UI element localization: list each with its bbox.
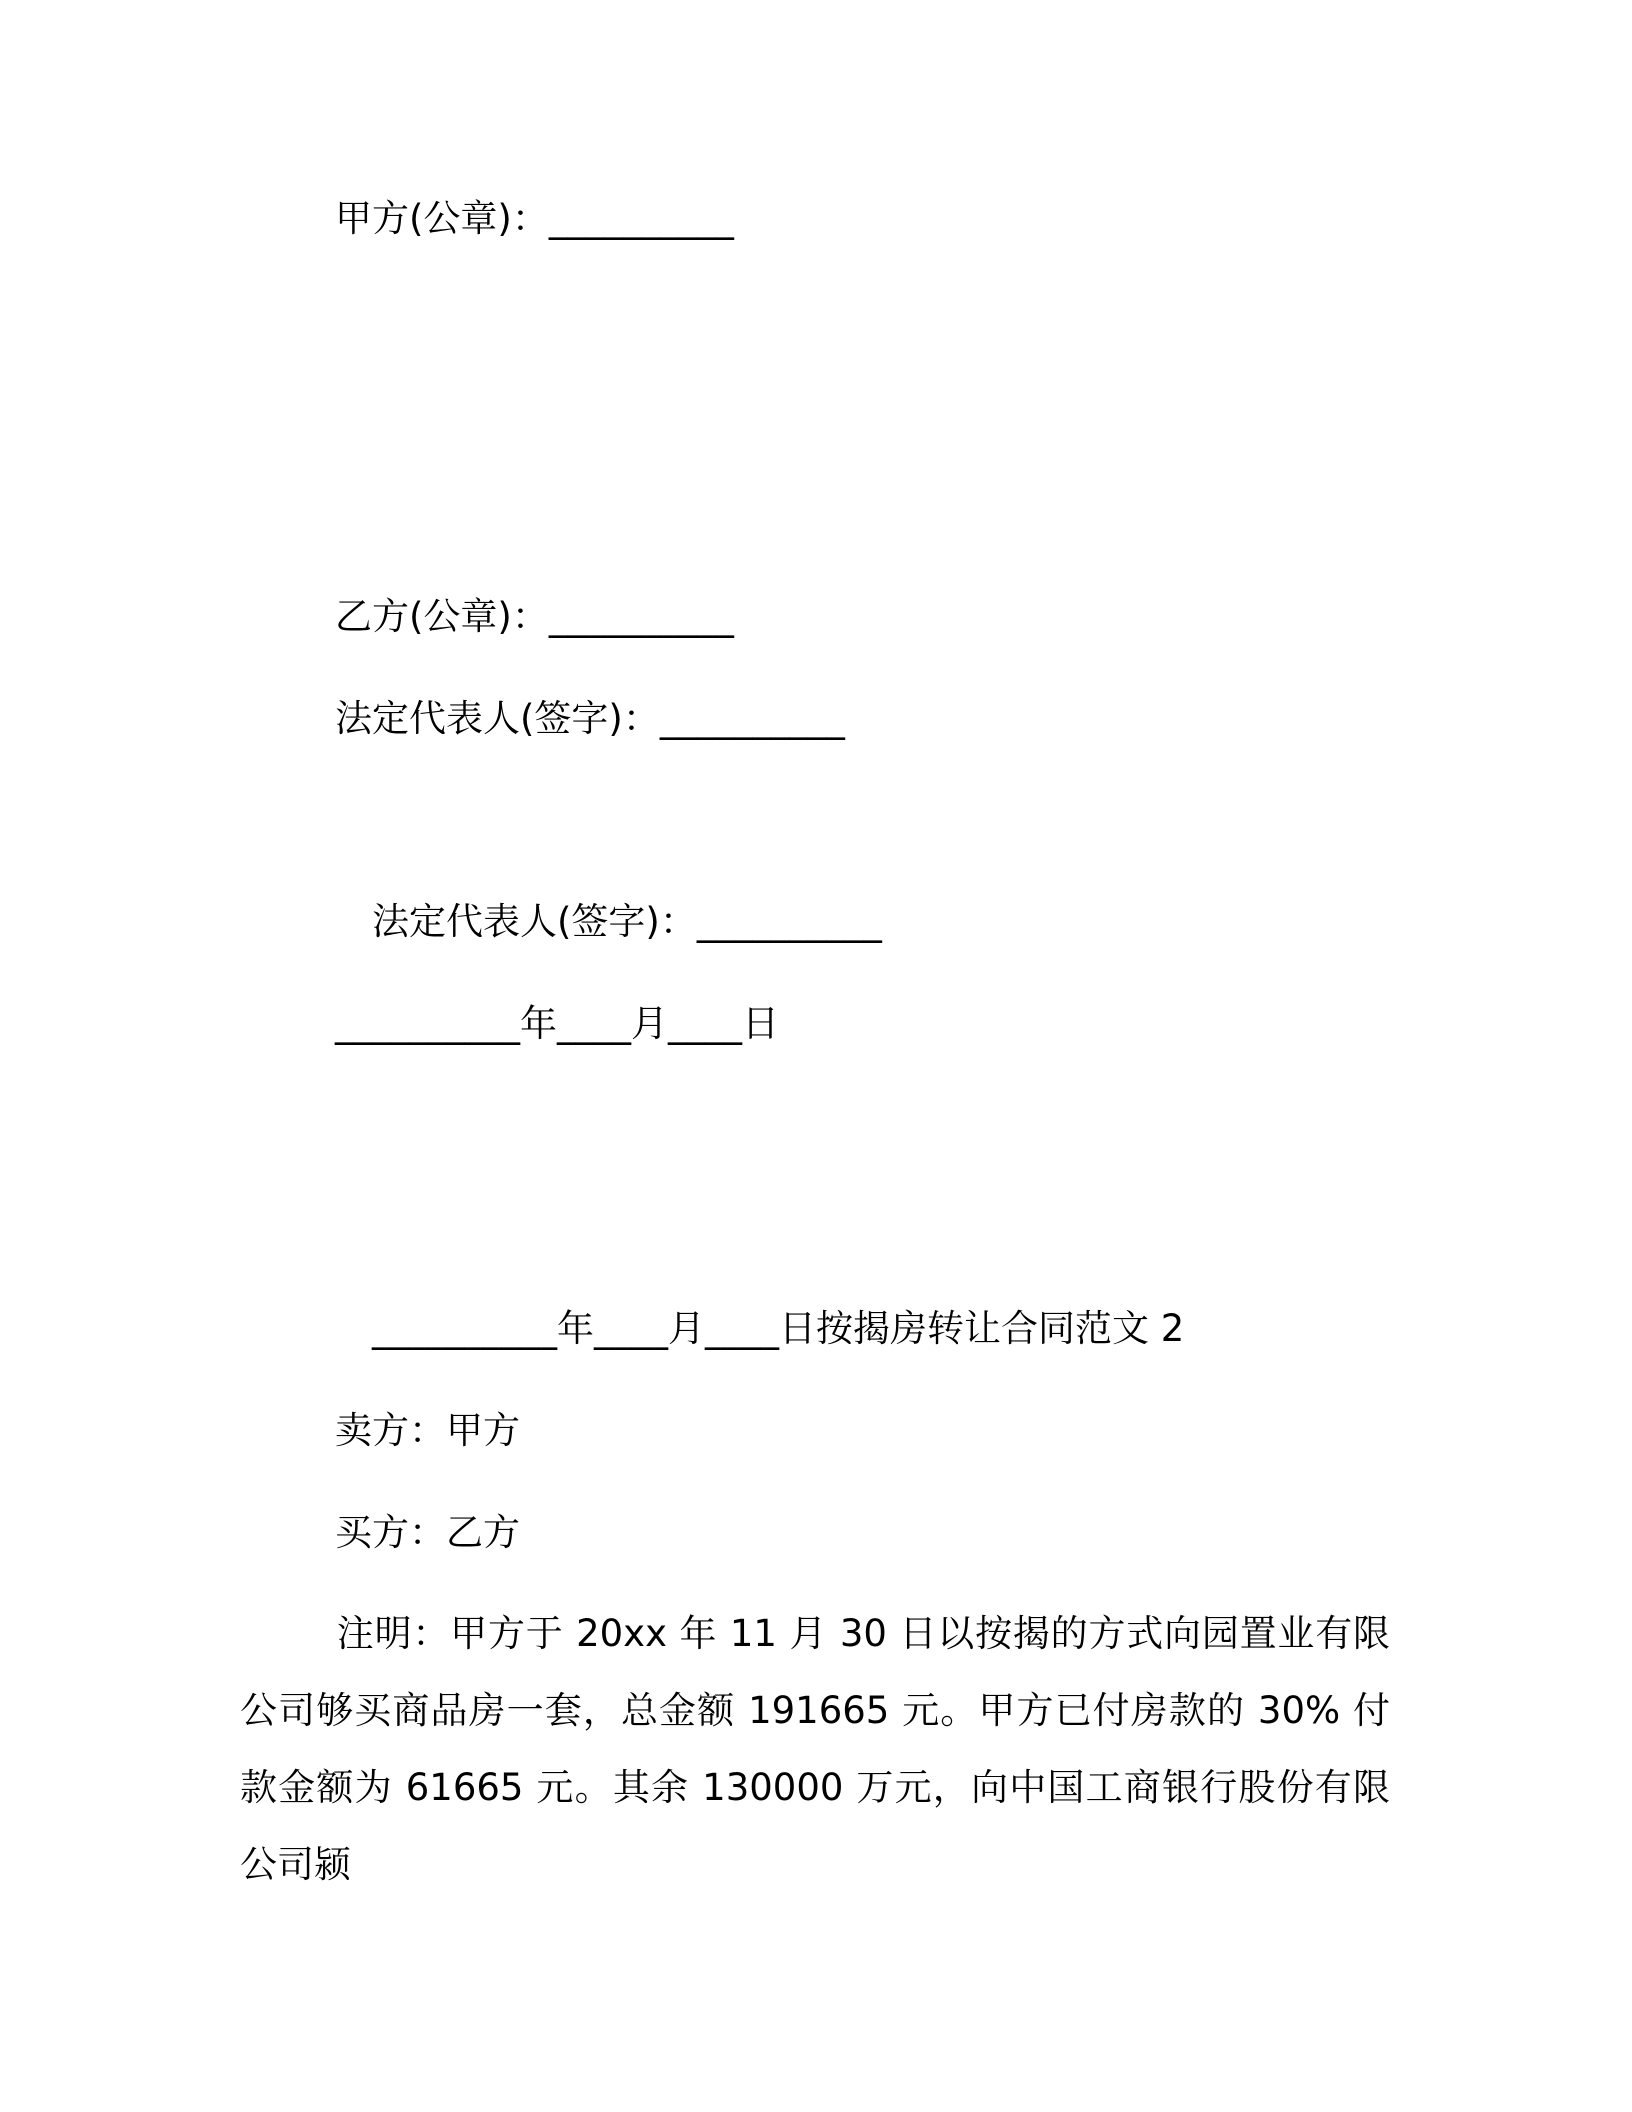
buyer-line: 买方：乙方 bbox=[335, 1511, 520, 1554]
note-paragraph bbox=[240, 1595, 1390, 1903]
date-line: __________年____月____日 bbox=[335, 1002, 779, 1045]
seller-line: 卖方：甲方 bbox=[335, 1409, 520, 1452]
party-b-seal-line: 乙方(公章)：__________ bbox=[335, 595, 734, 638]
note-text: 注明：甲方于 20xx 年 11 月 30 日以按揭的方式向园置业有限公司够买商品房一套，总金额 191665 元。甲方已付房款的 30% 付款金额为 61665 元。其余 130000 万元，向中国工商银行股份有限公司颍 bbox=[240, 1612, 1390, 1886]
party-a-seal-line: 甲方(公章)：__________ bbox=[335, 197, 734, 240]
legal-representative-line-2: 法定代表人(签字)：__________ bbox=[372, 900, 882, 943]
contract-title: __________年____月____日按揭房转让合同范文 2 bbox=[372, 1307, 1185, 1350]
legal-representative-line-1: 法定代表人(签字)：__________ bbox=[335, 697, 845, 740]
